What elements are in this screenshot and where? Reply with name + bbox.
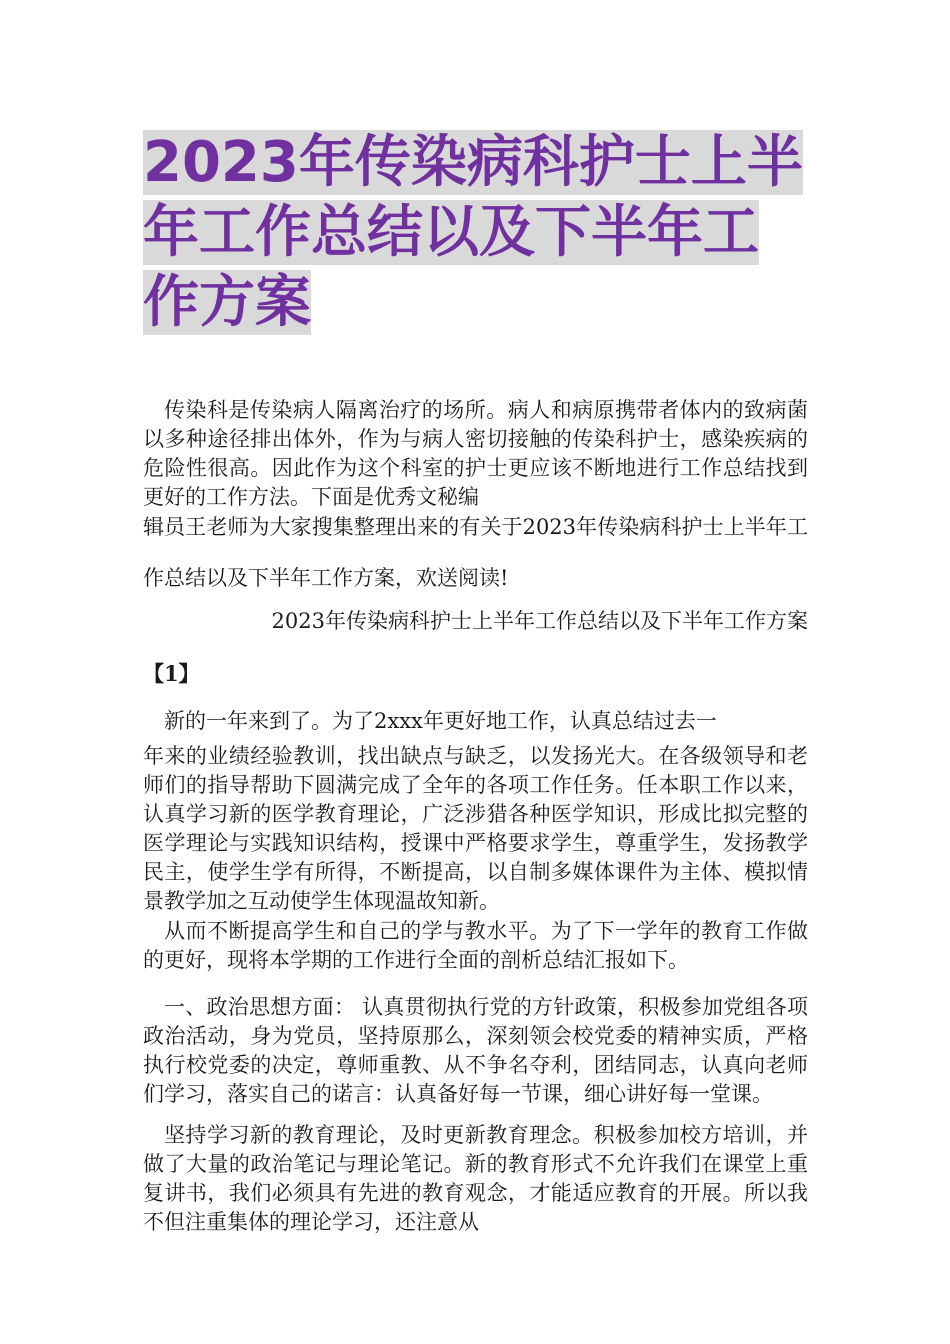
intro-paragraph: 传染科是传染病人隔离治疗的场所。病人和病原携带者体内的致病菌以多种途径排出体外，作为与病人密切接触的传染科护士，感染疾病的危险性很高。因此作为这个科室的护士更应该不断地进行工作总结找到更好的工作方法。下面是优秀文秘编	[143, 398, 808, 509]
section-marker: 【1】	[143, 661, 200, 686]
intro-paragraph-continued: 辑员王老师为大家搜集整理出来的有关于2023年传染病科护士上半年工作总结以及下半年工作方案，欢送阅读!	[143, 515, 808, 590]
paragraph-1-body: 年来的业绩经验教训，找出缺点与缺乏，以发扬光大。在各级领导和老师们的指导帮助下圆满完成了全年的各项工作任务。任本职工作以来，认真学习新的医学教育理论，广泛涉猎各种医学知识，形成比拟完整的医学理论与实践知识结构，授课中严格要求学生，尊重学生，发扬教学民主，使学生学有所得，不断提高，以自制多媒体课件为主体、模拟情景教学加之互动使学生体现温故知新。	[143, 744, 808, 913]
paragraph-3: 一、政治思想方面： 认真贯彻执行党的方针政策，积极参加党组各项政治活动，身为党员，坚持原那么，深刻领会校党委的精神实质，严格执行校党委的决定，尊师重教、从不争名夺利，团结同志，认真向老师们学习，落实自己的诺言：认真备好每一节课，细心讲好每一堂课。	[143, 995, 808, 1106]
document-title-text: 2023年传染病科护士上半年工作总结以及下半年工作方案	[143, 130, 803, 335]
paragraph-2: 从而不断提高学生和自己的学与教水平。为了下一学年的教育工作做的更好，现将本学期的工作进行全面的剖析总结汇报如下。	[143, 919, 808, 972]
paragraph-1-first-line: 新的一年来到了。为了2xxx年更好地工作，认真总结过去一	[164, 709, 717, 733]
section-subtitle: 2023年传染病科护士上半年工作总结以及下半年工作方案	[271, 609, 808, 633]
document-title	[143, 128, 808, 338]
paragraph-4: 坚持学习新的教育理论，及时更新教育理念。积极参加校方培训，并做了大量的政治笔记与理论笔记。新的教育形式不允许我们在课堂上重复讲书，我们必须具有先进的教育观念，才能适应教育的开展。所以我不但注重集体的理论学习，还注意从	[143, 1123, 808, 1234]
